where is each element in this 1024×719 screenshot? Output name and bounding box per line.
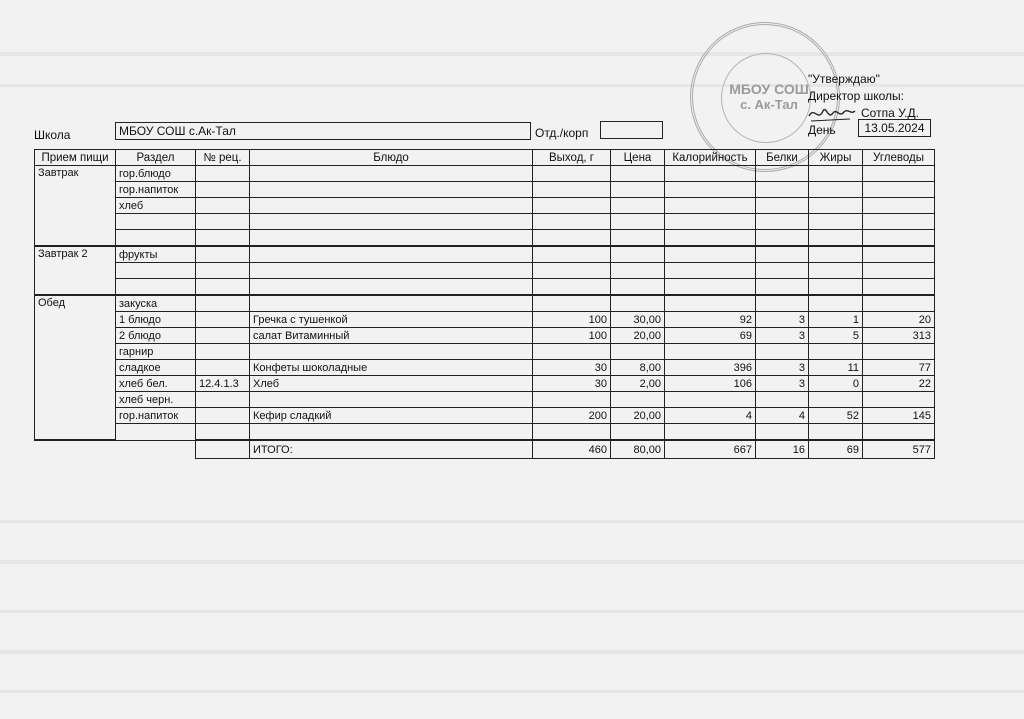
table-row — [35, 424, 935, 441]
section-cell: 2 блюдо — [116, 328, 196, 344]
calories-cell — [665, 230, 756, 247]
section-cell: 1 блюдо — [116, 312, 196, 328]
school-field: МБОУ СОШ с.Ак-Тал — [115, 122, 531, 140]
recipe-cell — [196, 408, 250, 424]
recipe-cell — [196, 424, 250, 441]
protein-cell — [756, 344, 809, 360]
price-cell — [611, 214, 665, 230]
table-row — [35, 230, 935, 247]
fat-cell — [809, 424, 863, 441]
carbs-cell — [863, 344, 935, 360]
col-header-recipe: № рец. — [196, 150, 250, 166]
dish-cell — [250, 198, 533, 214]
fat-cell — [809, 230, 863, 247]
carbs-cell: 313 — [863, 328, 935, 344]
price-cell — [611, 392, 665, 408]
table-row — [35, 214, 935, 230]
table-row — [35, 246, 935, 263]
recipe-cell — [196, 166, 250, 182]
total-calories: 667 — [665, 440, 756, 459]
section-cell: фрукты — [116, 246, 196, 263]
output-cell — [533, 344, 611, 360]
meal-cell: Обед — [35, 295, 116, 440]
output-cell — [533, 198, 611, 214]
department-field — [600, 121, 663, 139]
dish-cell — [250, 424, 533, 441]
protein-cell: 3 — [756, 376, 809, 392]
protein-cell: 3 — [756, 328, 809, 344]
carbs-cell — [863, 295, 935, 312]
protein-cell — [756, 182, 809, 198]
protein-cell — [756, 279, 809, 296]
output-cell: 100 — [533, 328, 611, 344]
calories-cell — [665, 198, 756, 214]
dish-cell — [250, 182, 533, 198]
fat-cell: 52 — [809, 408, 863, 424]
section-cell: сладкое — [116, 360, 196, 376]
section-cell — [116, 214, 196, 230]
section-cell: гор.напиток — [116, 182, 196, 198]
recipe-cell — [196, 392, 250, 408]
fat-cell — [809, 198, 863, 214]
calories-cell — [665, 166, 756, 182]
protein-cell — [756, 214, 809, 230]
price-cell — [611, 166, 665, 182]
fat-cell — [809, 392, 863, 408]
calories-cell — [665, 344, 756, 360]
fat-cell — [809, 246, 863, 263]
dish-cell: Гречка с тушенкой — [250, 312, 533, 328]
calories-cell — [665, 279, 756, 296]
recipe-cell — [196, 279, 250, 296]
carbs-cell: 20 — [863, 312, 935, 328]
col-header-meal: Прием пищи — [35, 150, 116, 166]
table-row — [35, 263, 935, 279]
dish-cell: Хлеб — [250, 376, 533, 392]
price-cell: 2,00 — [611, 376, 665, 392]
section-cell: закуска — [116, 295, 196, 312]
output-cell — [533, 392, 611, 408]
table-row — [35, 392, 935, 408]
output-cell — [533, 246, 611, 263]
recipe-cell — [196, 182, 250, 198]
output-cell — [533, 214, 611, 230]
output-cell — [533, 295, 611, 312]
dish-cell — [250, 279, 533, 296]
scan-artifact — [0, 52, 1024, 56]
dish-cell — [250, 392, 533, 408]
meal-cell: Завтрак 2 — [35, 246, 116, 295]
meal-cell: Завтрак — [35, 166, 116, 247]
fat-cell: 1 — [809, 312, 863, 328]
table-row — [35, 376, 935, 392]
calories-cell — [665, 424, 756, 441]
carbs-cell — [863, 214, 935, 230]
recipe-cell — [196, 230, 250, 247]
col-header-carbs: Углеводы — [863, 150, 935, 166]
total-fat: 69 — [809, 440, 863, 459]
section-cell — [116, 424, 196, 441]
day-label: День — [808, 123, 836, 137]
approval-heading: "Утверждаю" — [808, 72, 880, 86]
calories-cell: 69 — [665, 328, 756, 344]
carbs-cell — [863, 166, 935, 182]
day-value: 13.05.2024 — [858, 119, 931, 137]
fat-cell — [809, 214, 863, 230]
price-cell — [611, 182, 665, 198]
fat-cell — [809, 166, 863, 182]
table-row — [35, 344, 935, 360]
dish-cell: салат Витаминный — [250, 328, 533, 344]
carbs-cell — [863, 230, 935, 247]
dish-cell: Кефир сладкий — [250, 408, 533, 424]
col-header-output: Выход, г — [533, 150, 611, 166]
dish-cell — [250, 344, 533, 360]
table-header-row — [35, 150, 935, 166]
total-carbs: 577 — [863, 440, 935, 459]
col-header-calories: Калорийность — [665, 150, 756, 166]
recipe-cell — [196, 246, 250, 263]
fat-cell — [809, 263, 863, 279]
protein-cell — [756, 166, 809, 182]
carbs-cell — [863, 246, 935, 263]
output-cell: 100 — [533, 312, 611, 328]
fat-cell — [809, 279, 863, 296]
total-price: 80,00 — [611, 440, 665, 459]
output-cell: 200 — [533, 408, 611, 424]
table-row — [35, 295, 935, 312]
calories-cell — [665, 392, 756, 408]
calories-cell — [665, 246, 756, 263]
dish-cell — [250, 230, 533, 247]
dish-cell — [250, 246, 533, 263]
dish-cell — [250, 263, 533, 279]
col-header-dish: Блюдо — [250, 150, 533, 166]
price-cell — [611, 279, 665, 296]
protein-cell — [756, 246, 809, 263]
protein-cell — [756, 392, 809, 408]
recipe-cell — [196, 295, 250, 312]
recipe-cell — [196, 214, 250, 230]
carbs-cell — [863, 182, 935, 198]
carbs-cell — [863, 198, 935, 214]
recipe-cell — [196, 360, 250, 376]
table-row — [35, 279, 935, 296]
section-cell: хлеб — [116, 198, 196, 214]
protein-cell — [756, 424, 809, 441]
recipe-cell — [196, 198, 250, 214]
protein-cell — [756, 263, 809, 279]
dish-cell — [250, 214, 533, 230]
stamp-line-2: с. Ак-Тал — [740, 97, 798, 112]
fat-cell — [809, 182, 863, 198]
fat-cell — [809, 344, 863, 360]
protein-cell — [756, 230, 809, 247]
table-row — [35, 328, 935, 344]
col-header-protein: Белки — [756, 150, 809, 166]
department-label: Отд./корп — [535, 126, 589, 140]
scan-artifact — [0, 560, 1024, 564]
total-output: 460 — [533, 440, 611, 459]
section-cell: хлеб черн. — [116, 392, 196, 408]
protein-cell: 3 — [756, 312, 809, 328]
fat-cell: 5 — [809, 328, 863, 344]
carbs-cell: 22 — [863, 376, 935, 392]
calories-cell — [665, 214, 756, 230]
price-cell: 20,00 — [611, 408, 665, 424]
stamp-line-1: МБОУ СОШ — [729, 81, 809, 97]
recipe-cell — [196, 312, 250, 328]
scan-artifact — [0, 610, 1024, 613]
total-row — [35, 440, 935, 459]
menu-table — [34, 149, 935, 459]
table-row — [35, 198, 935, 214]
carbs-cell — [863, 392, 935, 408]
section-cell: гор.блюдо — [116, 166, 196, 182]
recipe-cell — [196, 263, 250, 279]
output-cell — [533, 166, 611, 182]
output-cell — [533, 424, 611, 441]
section-cell: гор.напиток — [116, 408, 196, 424]
recipe-cell: 12.4.1.3 — [196, 376, 250, 392]
calories-cell: 396 — [665, 360, 756, 376]
output-cell — [533, 182, 611, 198]
total-blank — [35, 440, 196, 459]
fat-cell: 0 — [809, 376, 863, 392]
price-cell: 20,00 — [611, 328, 665, 344]
price-cell — [611, 230, 665, 247]
price-cell — [611, 424, 665, 441]
calories-cell: 4 — [665, 408, 756, 424]
scan-artifact — [0, 650, 1024, 654]
dish-cell — [250, 295, 533, 312]
col-header-price: Цена — [611, 150, 665, 166]
protein-cell — [756, 295, 809, 312]
carbs-cell — [863, 279, 935, 296]
fat-cell — [809, 295, 863, 312]
protein-cell: 3 — [756, 360, 809, 376]
table-row — [35, 408, 935, 424]
approval-director-label: Директор школы: — [808, 89, 904, 103]
price-cell — [611, 198, 665, 214]
total-recipe-cell — [196, 440, 250, 459]
recipe-cell — [196, 328, 250, 344]
calories-cell: 106 — [665, 376, 756, 392]
calories-cell — [665, 263, 756, 279]
director-name: Сотпа У.Д. — [861, 106, 919, 120]
dish-cell: Конфеты шоколадные — [250, 360, 533, 376]
col-header-section: Раздел — [116, 150, 196, 166]
section-cell: гарнир — [116, 344, 196, 360]
scan-artifact — [0, 690, 1024, 693]
price-cell — [611, 295, 665, 312]
table-row — [35, 360, 935, 376]
price-cell — [611, 263, 665, 279]
output-cell — [533, 263, 611, 279]
output-cell: 30 — [533, 360, 611, 376]
recipe-cell — [196, 344, 250, 360]
scan-artifact — [0, 520, 1024, 523]
protein-cell — [756, 198, 809, 214]
calories-cell: 92 — [665, 312, 756, 328]
section-cell: хлеб бел. — [116, 376, 196, 392]
section-cell — [116, 230, 196, 247]
price-cell — [611, 344, 665, 360]
section-cell — [116, 263, 196, 279]
calories-cell — [665, 295, 756, 312]
carbs-cell — [863, 424, 935, 441]
output-cell: 30 — [533, 376, 611, 392]
table-row — [35, 182, 935, 198]
protein-cell: 4 — [756, 408, 809, 424]
price-cell: 8,00 — [611, 360, 665, 376]
dish-cell — [250, 166, 533, 182]
fat-cell: 11 — [809, 360, 863, 376]
output-cell — [533, 230, 611, 247]
carbs-cell — [863, 263, 935, 279]
calories-cell — [665, 182, 756, 198]
col-header-fat: Жиры — [809, 150, 863, 166]
table-row — [35, 166, 935, 182]
carbs-cell: 145 — [863, 408, 935, 424]
total-protein: 16 — [756, 440, 809, 459]
output-cell — [533, 279, 611, 296]
carbs-cell: 77 — [863, 360, 935, 376]
price-cell — [611, 246, 665, 263]
table-row — [35, 312, 935, 328]
price-cell: 30,00 — [611, 312, 665, 328]
total-label: ИТОГО: — [250, 440, 533, 459]
school-label: Школа — [34, 128, 71, 142]
section-cell — [116, 279, 196, 296]
